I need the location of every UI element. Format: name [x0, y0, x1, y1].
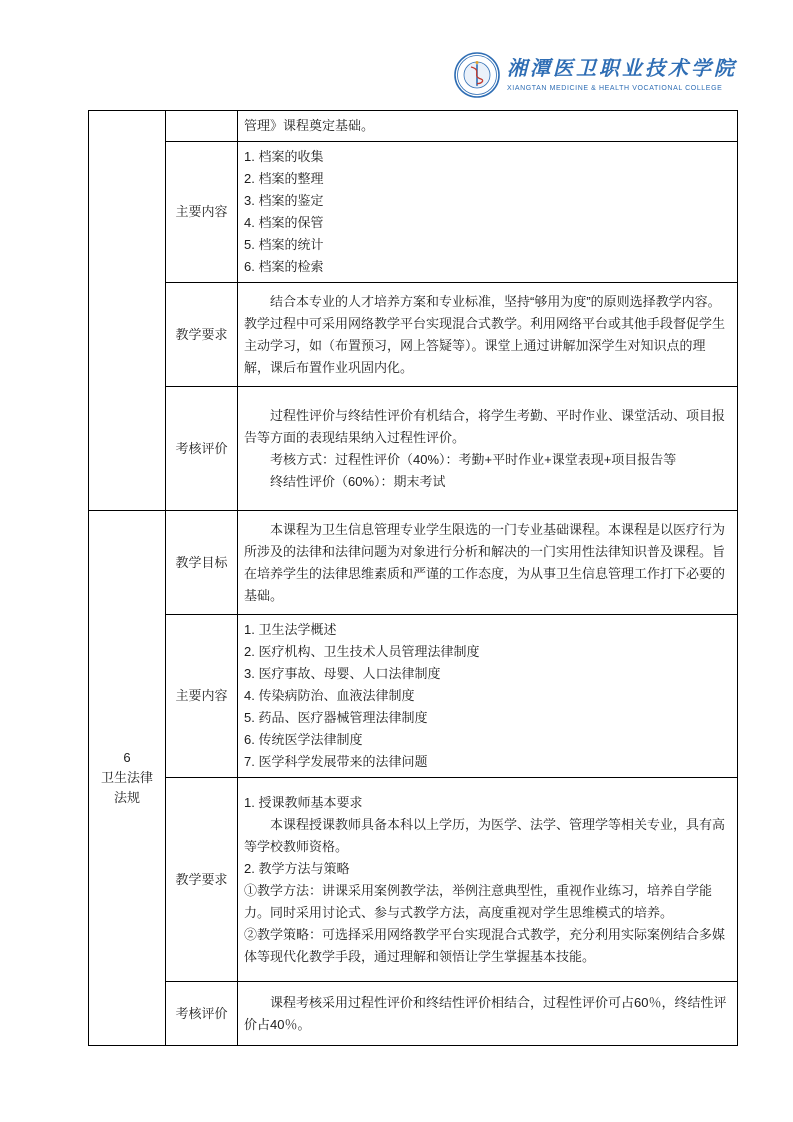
table-row — [89, 982, 738, 1046]
paragraph: 2. 教学方法与策略 — [244, 860, 350, 876]
row-label-assessment: 考核评价 — [166, 387, 238, 511]
course-number: 6 — [123, 750, 131, 765]
college-logo — [454, 52, 737, 98]
paragraph: 本课程授课教师具备本科以上学历，为医学、法学、管理学等相关专业，具有高等学校教师资格。 — [244, 816, 726, 854]
row-label-main-content: 主要内容 — [166, 615, 238, 778]
table-row — [89, 142, 738, 283]
college-name-en: XIANGTAN MEDICINE & HEALTH VOCATIONAL COLLEGE — [507, 85, 723, 92]
paragraph: 本课程为卫生信息管理专业学生限选的一门专业基础课程。本课程是以医疗行为所涉及的法律和法律问题为对象进行分析和解决的一门实用性法律知识普及课程。旨在培养学生的法律思维素质和严谨的工作态度，为从事卫生信息管理工作打下必要的基础。 — [244, 521, 726, 603]
table-row — [89, 511, 738, 615]
row-label-teaching-requirements: 教学要求 — [166, 283, 238, 387]
paragraph: 1. 授课教师基本要求 — [244, 794, 363, 810]
list-item: 3. 医疗事故、母婴、人口法律制度 — [244, 666, 441, 681]
table-row — [89, 778, 738, 982]
paragraph: ①教学方法：讲课采用案例教学法，举例注意典型性，重视作业练习，培养自学能力。同时采用讨论式、参与式教学方法，高度重视对学生思维模式的培养。 — [244, 882, 713, 920]
course-name-line1: 卫生法律 — [100, 770, 153, 785]
list-item: 4. 档案的保管 — [244, 215, 324, 230]
table-row — [89, 283, 738, 387]
table-row — [89, 615, 738, 778]
course-cell-health-law — [89, 511, 166, 1046]
list-item: 7. 医学科学发展带来的法律问题 — [244, 754, 428, 769]
paragraph: 课程考核采用过程性评价和终结性评价相结合，过程性评价可占60％，终结性评价占40％。 — [244, 994, 727, 1032]
list-item: 2. 医疗机构、卫生技术人员管理法律制度 — [244, 644, 480, 659]
teaching-requirements-cell — [238, 778, 738, 982]
paragraph: 管理》课程奠定基础。 — [244, 118, 375, 133]
list-item: 6. 传统医学法律制度 — [244, 732, 363, 747]
list-item: 1. 卫生法学概述 — [244, 622, 337, 637]
row-label-assessment: 考核评价 — [166, 982, 238, 1046]
continuation-cell — [238, 111, 738, 142]
college-name-cn: 湘潭医卫职业技术学院 — [507, 58, 737, 80]
list-item: 3. 档案的鉴定 — [244, 193, 324, 208]
list-item: 5. 档案的统计 — [244, 237, 324, 252]
course-cell-archives-empty — [89, 111, 166, 511]
teaching-requirements-cell — [238, 283, 738, 387]
paragraph: 考核方式：过程性评价（40%）：考勤+平时作业+课堂表现+项目报告等 — [270, 451, 677, 467]
list-item: 2. 档案的整理 — [244, 171, 324, 186]
main-content-cell — [238, 615, 738, 778]
assessment-cell — [238, 387, 738, 511]
list-item: 4. 传染病防治、血液法律制度 — [244, 688, 415, 703]
teaching-objective-cell — [238, 511, 738, 615]
row-label-main-content: 主要内容 — [166, 142, 238, 283]
assessment-cell — [238, 982, 738, 1046]
row-label-teaching-objective: 教学目标 — [166, 511, 238, 615]
table-row — [89, 111, 738, 142]
row-label-teaching-requirements: 教学要求 — [166, 778, 238, 982]
paragraph: 结合本专业的人才培养方案和专业标准，坚持“够用为度”的原则选择教学内容。教学过程中可采用网络教学平台实现混合式教学。利用网络平台或其他手段督促学生主动学习，如（布置预习，网上答疑等）。课堂上通过讲解加深学生对知识点的理解，课后布置作业巩固内化。 — [244, 293, 726, 375]
syllabus-table — [88, 110, 738, 1046]
paragraph: 终结性评价（60%）：期末考试 — [270, 473, 446, 489]
list-item: 6. 档案的检索 — [244, 259, 324, 274]
list-item: 5. 药品、医疗器械管理法律制度 — [244, 710, 428, 725]
paragraph: ②教学策略：可选择采用网络教学平台实现混合式教学，充分利用实际案例结合多媒体等现代化教学手段，通过理解和领悟让学生掌握基本技能。 — [244, 926, 726, 964]
main-content-cell — [238, 142, 738, 283]
course-name-line2: 法规 — [113, 790, 140, 805]
table-row — [89, 387, 738, 511]
list-item: 1. 档案的收集 — [244, 149, 324, 164]
paragraph: 过程性评价与终结性评价有机结合，将学生考勤、平时作业、课堂活动、项目报告等方面的表现结果纳入过程性评价。 — [244, 407, 726, 445]
college-emblem-icon — [454, 52, 500, 98]
row-label-empty — [166, 111, 238, 142]
